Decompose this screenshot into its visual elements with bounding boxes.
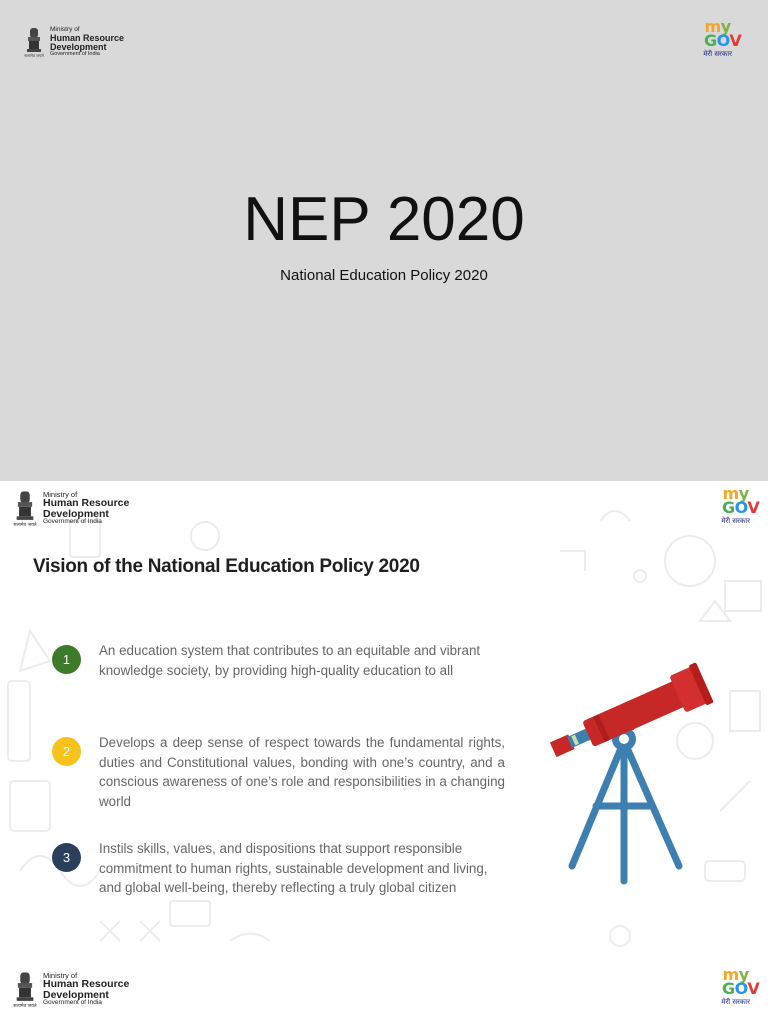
mhrd-line4: Government of India xyxy=(43,999,102,1006)
mhrd-line3: Development xyxy=(43,988,109,1001)
mygov-y: y xyxy=(720,17,731,36)
mhrd-logo-slide3 xyxy=(13,970,129,1008)
slide-next-partial xyxy=(0,962,768,1024)
mygov-g: G xyxy=(704,31,717,51)
mygov-g: G xyxy=(722,498,735,518)
mhrd-logo xyxy=(24,26,124,58)
mhrd-line1: Ministry of xyxy=(43,970,78,980)
mygov-o: O xyxy=(734,498,748,518)
mhrd-line2: Human Resource xyxy=(50,32,125,43)
mygov-o: O xyxy=(734,979,748,999)
national-emblem-icon xyxy=(13,489,37,527)
mhrd-line3: Development xyxy=(50,41,107,52)
slide-vision xyxy=(0,481,768,962)
mhrd-line1: Ministry of xyxy=(50,26,80,33)
number-badge-3: 3 xyxy=(52,843,81,872)
mygov-o: O xyxy=(716,31,730,51)
slide-title xyxy=(0,0,768,481)
vision-point-2 xyxy=(52,733,505,811)
mygov-m: m xyxy=(722,965,739,984)
mygov-m: m xyxy=(704,17,721,36)
number-badge-1: 1 xyxy=(52,645,81,674)
mygov-g: G xyxy=(722,979,735,999)
mygov-tagline: मेरी सरकार xyxy=(721,997,750,1006)
mygov-y: y xyxy=(738,965,749,984)
mygov-v: V xyxy=(747,979,760,999)
vision-point-text: Instils skills, values, and dispositions that support responsible commitment to human rights, sustainable development and living, and global well-being, thereby reflecting a truly global citizen xyxy=(99,841,488,895)
vision-point-1 xyxy=(52,641,505,680)
national-emblem-icon xyxy=(24,26,44,58)
mhrd-line3: Development xyxy=(43,507,109,520)
mhrd-line4: Government of India xyxy=(43,518,102,525)
telescope-illustration xyxy=(534,646,724,886)
mygov-m: m xyxy=(722,484,739,503)
vision-heading: Vision of the National Education Policy 2020 xyxy=(33,556,420,577)
mhrd-line1: Ministry of xyxy=(43,489,78,499)
mygov-v: V xyxy=(729,31,742,51)
mygov-tagline: मेरी सरकार xyxy=(721,516,750,525)
number-badge-2: 2 xyxy=(52,737,81,766)
vision-point-3 xyxy=(52,839,505,898)
mhrd-line2: Human Resource xyxy=(43,497,130,509)
vision-point-text: Develops a deep sense of respect towards the fundamental rights, duties and Constitutional values, bonding with one’s country, and a conscious awareness of one’s role and responsibilities in a changing world xyxy=(99,735,505,809)
slide-subtitle: National Education Policy 2020 xyxy=(280,267,488,284)
mygov-logo-slide3 xyxy=(712,965,760,1006)
mygov-v: V xyxy=(747,498,760,518)
svg-text:सत्यमेव जयते: सत्यमेव जयते xyxy=(24,53,44,58)
svg-text:सत्यमेव जयते: सत्यमेव जयते xyxy=(13,522,37,527)
vision-point-text: An education system that contributes to an equitable and vibrant knowledge society, by providing high-quality education to all xyxy=(99,643,481,678)
mhrd-logo-slide2 xyxy=(13,489,129,527)
svg-text:सत्यमेव जयते: सत्यमेव जयते xyxy=(13,1003,37,1008)
slide-title-heading: NEP 2020 xyxy=(243,185,525,254)
mygov-logo xyxy=(694,17,742,58)
mhrd-line2: Human Resource xyxy=(43,978,130,990)
mygov-y: y xyxy=(738,484,749,503)
mygov-tagline: मेरी सरकार xyxy=(703,49,732,58)
mygov-logo-slide2 xyxy=(712,484,760,525)
mhrd-line4: Government of India xyxy=(50,50,100,57)
national-emblem-icon xyxy=(13,970,37,1008)
